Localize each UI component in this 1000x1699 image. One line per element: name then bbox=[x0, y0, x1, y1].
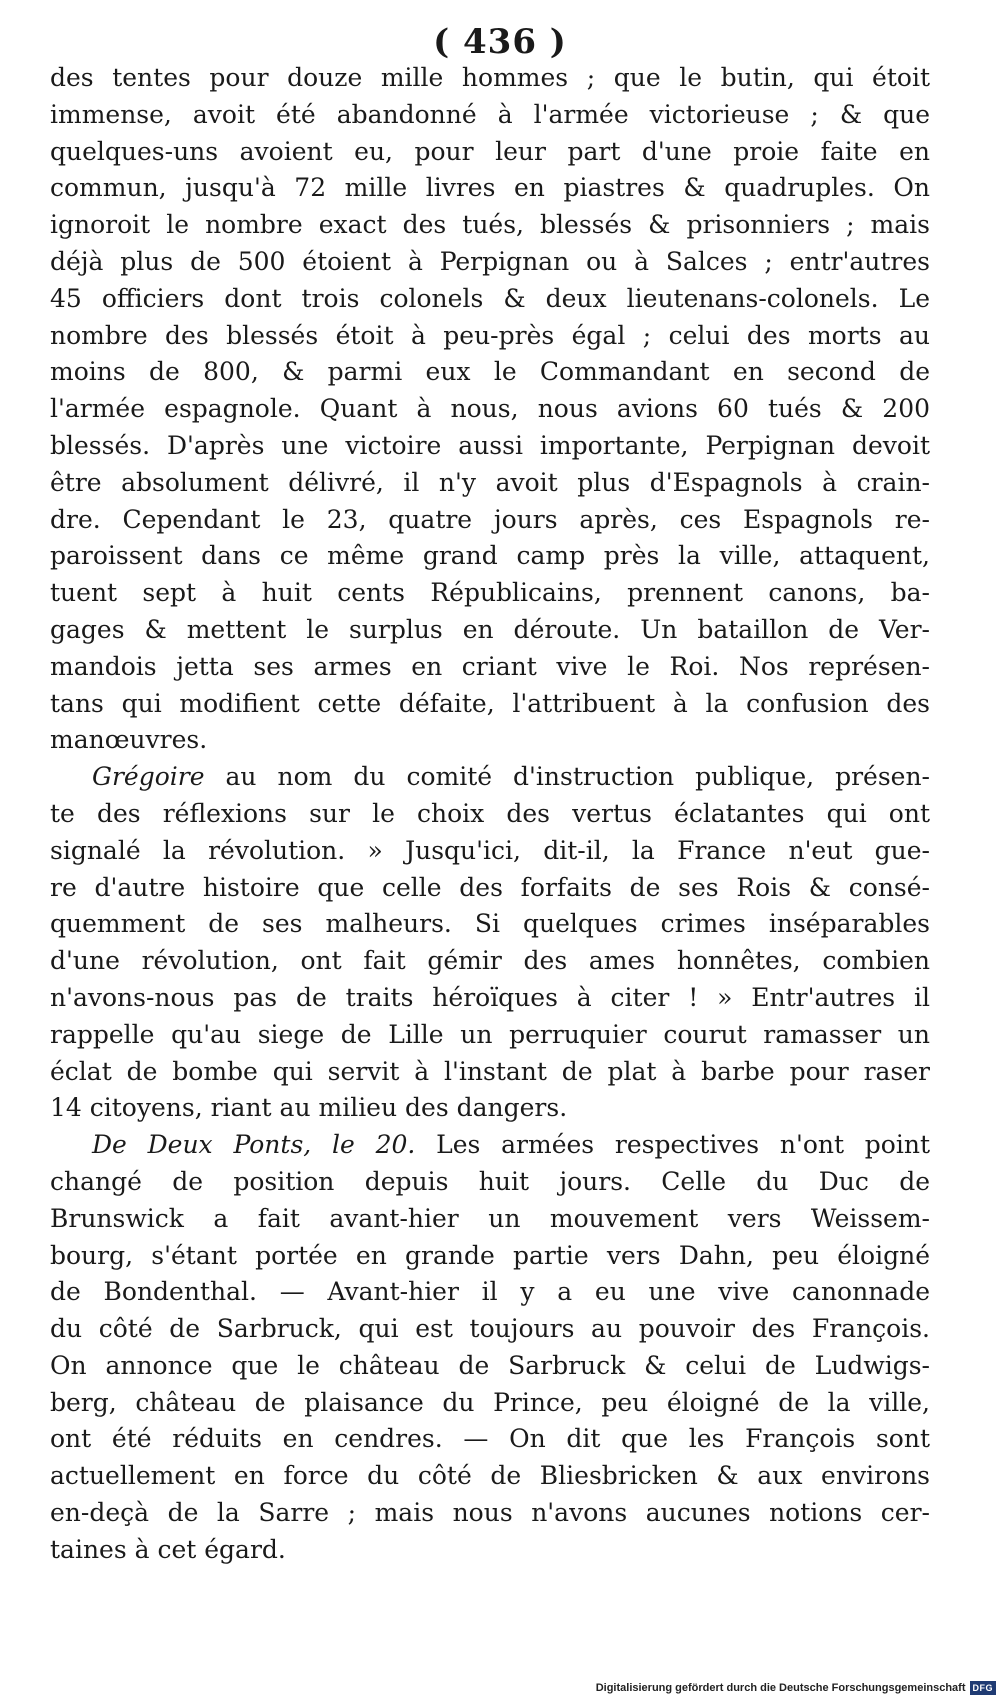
text-line: l'armée espagnole. Quant à nous, nous avions 60 tués & 200 bbox=[50, 394, 930, 424]
text-line: taines à cet égard. bbox=[50, 1534, 286, 1564]
text-line: d'une révolution, ont fait gémir des ames honnêtes, combien bbox=[50, 946, 930, 976]
text-line: bourg, s'étant portée en grande partie vers Dahn, peu éloigné bbox=[50, 1240, 930, 1270]
text-line: éclat de bombe qui servit à l'instant de plat à barbe pour raser bbox=[50, 1056, 930, 1086]
dfg-logo-icon: DFG bbox=[970, 1681, 997, 1695]
text-line: dre. Cependant le 23, quatre jours après, ces Espagnols re- bbox=[50, 504, 930, 534]
text-line: ont été réduits en cendres. — On dit que les François sont bbox=[50, 1424, 930, 1454]
paragraph-lead: De Deux Ponts, le 20. bbox=[92, 1130, 416, 1160]
text-line: te des réflexions sur le choix des vertus éclatantes qui ont bbox=[50, 798, 930, 828]
text-body bbox=[50, 60, 930, 1569]
text-line bbox=[50, 1127, 930, 1164]
text-line: commun, jusqu'à 72 mille livres en piastres & quadruples. On bbox=[50, 173, 930, 203]
text-line: berg, château de plaisance du Prince, peu éloigné de la ville, bbox=[50, 1387, 930, 1417]
text-line: mandois jetta ses armes en criant vive le Roi. Nos représen- bbox=[50, 651, 930, 681]
text-line: n'avons-nous pas de traits héroïques à citer ! » Entr'autres il bbox=[50, 982, 930, 1012]
text-line: du côté de Sarbruck, qui est toujours au pouvoir des François. bbox=[50, 1314, 930, 1344]
text-line: tans qui modifient cette défaite, l'attribuent à la confusion des bbox=[50, 688, 930, 718]
text-line: On annonce que le château de Sarbruck & celui de Ludwigs- bbox=[50, 1350, 930, 1380]
page-number: ( 436 ) bbox=[433, 22, 567, 62]
text-line: en-deçà de la Sarre ; mais nous n'avons aucunes notions cer- bbox=[50, 1498, 930, 1528]
text-line: des tentes pour douze mille hommes ; que le butin, qui étoit bbox=[50, 63, 930, 92]
paragraph bbox=[50, 759, 930, 1127]
text-line: blessés. D'après une victoire aussi importante, Perpignan devoit bbox=[50, 430, 930, 460]
digitization-credit bbox=[596, 1681, 996, 1695]
credit-text: Digitalisierung gefördert durch die Deutsche Forschungsgemeinschaft bbox=[595, 1682, 966, 1694]
text-line: manœuvres. bbox=[50, 725, 208, 755]
paragraph bbox=[50, 60, 930, 759]
text-line bbox=[50, 759, 930, 796]
text-line-rest: Les armées respectives n'ont point bbox=[415, 1130, 930, 1160]
text-line: gages & mettent le surplus en déroute. Un bataillon de Ver- bbox=[50, 614, 930, 644]
text-line: re d'autre histoire que celle des forfaits de ses Rois & consé- bbox=[50, 872, 930, 902]
text-line: actuellement en force du côté de Bliesbricken & aux environs bbox=[50, 1461, 930, 1491]
text-line: quelques-uns avoient eu, pour leur part d'une proie faite en bbox=[50, 136, 930, 166]
text-line-rest: au nom du comité d'instruction publique, présen- bbox=[204, 762, 930, 792]
text-line: de Bondenthal. — Avant-hier il y a eu une vive canonnade bbox=[50, 1277, 930, 1307]
text-line: déjà plus de 500 étoient à Perpignan ou à Salces ; entr'autres bbox=[50, 246, 930, 276]
text-line: rappelle qu'au siege de Lille un perruquier courut ramasser un bbox=[50, 1019, 930, 1049]
paragraph bbox=[50, 1127, 930, 1569]
text-line: être absolument délivré, il n'y avoit plus d'Espagnols à crain- bbox=[50, 467, 930, 497]
text-line: paroissent dans ce même grand camp près la ville, attaquent, bbox=[50, 541, 930, 571]
text-line: nombre des blessés étoit à peu-près égal ; celui des morts au bbox=[50, 320, 930, 350]
text-line: quemment de ses malheurs. Si quelques crimes inséparables bbox=[50, 909, 930, 939]
text-line: changé de position depuis huit jours. Celle du Duc de bbox=[50, 1166, 930, 1196]
text-line: moins de 800, & parmi eux le Commandant en second de bbox=[50, 357, 930, 387]
text-line: signalé la révolution. » Jusqu'ici, dit-il, la France n'eut gue- bbox=[50, 835, 930, 865]
text-line: 14 citoyens, riant au milieu des dangers. bbox=[50, 1093, 568, 1123]
text-line: 45 officiers dont trois colonels & deux lieutenans-colonels. Le bbox=[50, 283, 930, 313]
text-line: Brunswick a fait avant-hier un mouvement vers Weissem- bbox=[50, 1203, 930, 1233]
text-line: immense, avoit été abandonné à l'armée victorieuse ; & que bbox=[50, 99, 930, 129]
text-line: ignoroit le nombre exact des tués, blessés & prisonniers ; mais bbox=[50, 210, 930, 240]
paragraph-lead: Grégoire bbox=[92, 762, 205, 792]
text-line: tuent sept à huit cents Républicains, prennent canons, ba- bbox=[50, 578, 930, 608]
